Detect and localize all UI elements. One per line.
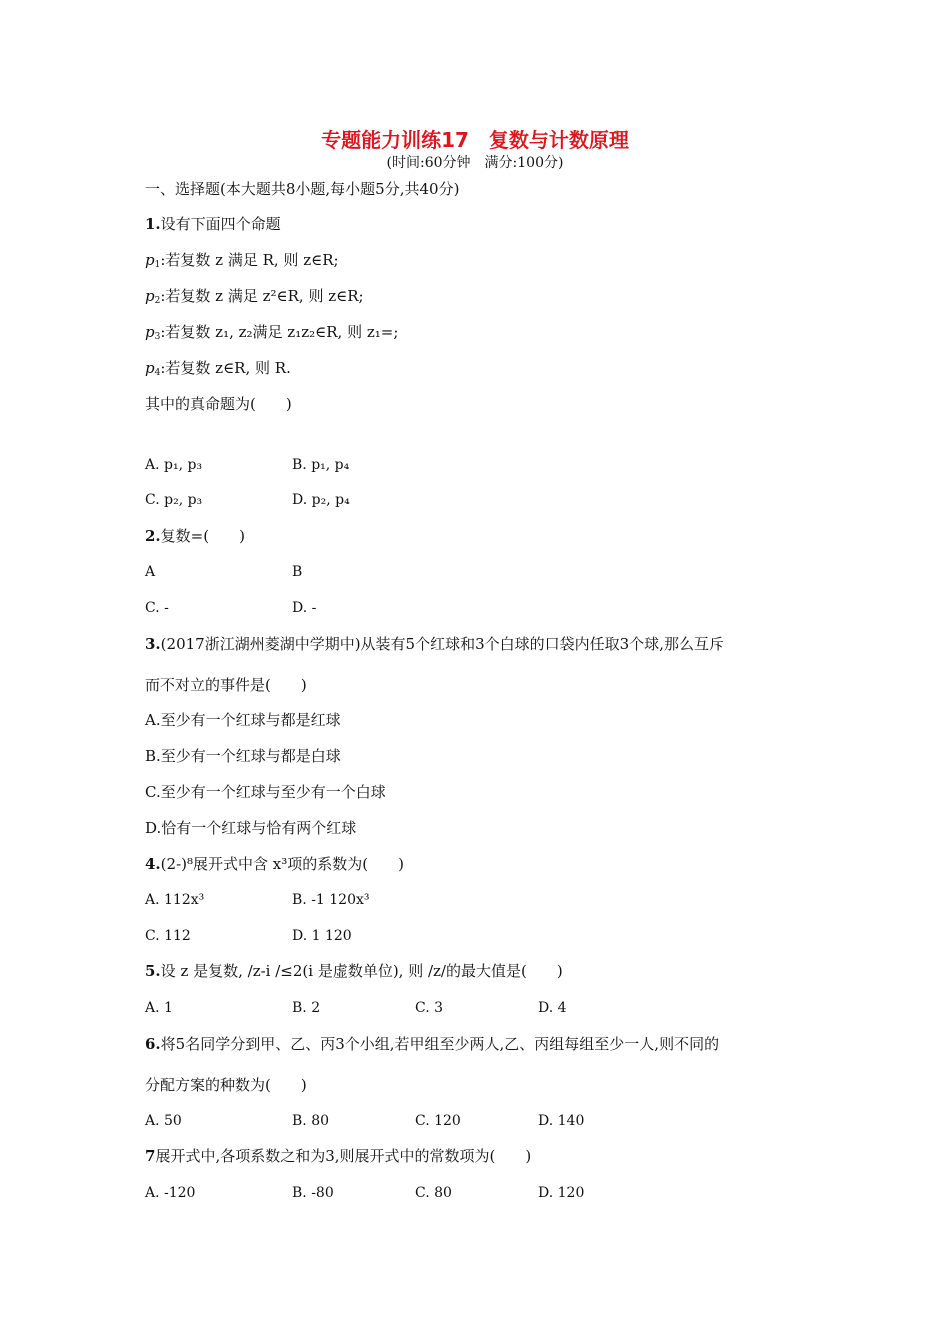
- option-a: A. -120: [145, 1185, 196, 1201]
- option-d: D. 4: [538, 1000, 567, 1016]
- option-b: B: [292, 564, 303, 580]
- question-number: 1.: [145, 215, 161, 233]
- question-number: 4.: [145, 855, 161, 873]
- option-b: B. 2: [292, 1000, 321, 1016]
- option-a: A. 50: [145, 1113, 182, 1129]
- option-c: C. 3: [415, 1000, 444, 1016]
- question-number: 5.: [145, 962, 161, 980]
- question-stem: 复数=( ): [160, 527, 245, 545]
- option-a: A. 112x³: [145, 892, 205, 908]
- option-c: C.至少有一个红球与至少有一个白球: [145, 783, 386, 801]
- option-a: A: [145, 564, 156, 580]
- section-heading: 一、选择题(本大题共8小题,每小题5分,共40分): [145, 180, 460, 198]
- option-b: B. 80: [292, 1113, 330, 1129]
- question-stem: 将5名同学分到甲、乙、丙3个小组,若甲组至少两人,乙、丙组每组至少一人,则不同的: [160, 1035, 720, 1053]
- option-d: D. 120: [538, 1185, 585, 1201]
- question-2: [145, 527, 245, 545]
- proposition-text: :若复数 z 满足 R, 则 z∈R;: [160, 251, 339, 269]
- option-a: A.至少有一个红球与都是红球: [145, 711, 341, 729]
- option-c: C. -: [145, 600, 169, 616]
- question-stem: 设 z 是复数, /z-i /≤2(i 是虚数单位), 则 /z/的最大值是( ): [160, 962, 563, 980]
- proposition-p1: $p_1$:若复数 z 满足 R, 则 z∈R;: [145, 251, 339, 270]
- option-d: D. 140: [538, 1113, 585, 1129]
- question-7: [145, 1147, 531, 1165]
- question-6: [145, 1035, 719, 1053]
- option-b: B. -1 120x³: [292, 892, 370, 908]
- question-4: [145, 855, 404, 873]
- option-b: B. -80: [292, 1185, 334, 1201]
- page-title: 专题能力训练17 复数与计数原理: [321, 128, 629, 152]
- proposition-text: :若复数 z₁, z₂满足 z₁z₂∈R, 则 z₁=;: [160, 323, 399, 341]
- option-a: A. 1: [145, 1000, 173, 1016]
- question-1: [145, 215, 281, 233]
- option-c: C. p₂, p₃: [145, 492, 203, 508]
- option-d: D.恰有一个红球与恰有两个红球: [145, 819, 357, 837]
- option-d: D. 1 120: [292, 928, 352, 944]
- option-c: C. 120: [415, 1113, 461, 1129]
- option-b: B.至少有一个红球与都是白球: [145, 747, 341, 765]
- question-number: 3.: [145, 635, 161, 653]
- option-a: A. p₁, p₃: [145, 457, 203, 473]
- question-5: [145, 962, 563, 980]
- question-3: [145, 635, 724, 653]
- question-stem: 设有下面四个命题: [160, 215, 281, 233]
- option-d: D. -: [292, 600, 317, 616]
- option-b: B. p₁, p₄: [292, 457, 350, 473]
- proposition-p3: $p_3$:若复数 z₁, z₂满足 z₁z₂∈R, 则 z₁=;: [145, 323, 399, 342]
- question-stem: (2017浙江湖州菱湖中学期中)从装有5个红球和3个白球的口袋内任取3个球,那么互斥: [160, 635, 724, 653]
- proposition-text: :若复数 z∈R, 则 R.: [160, 359, 291, 377]
- option-c: C. 112: [145, 928, 191, 944]
- question-number: 6.: [145, 1035, 161, 1053]
- question-stem-continued: 分配方案的种数为( ): [145, 1076, 307, 1094]
- proposition-p2: $p_2$:若复数 z 满足 z²∈R, 则 z∈R;: [145, 287, 364, 306]
- question-stem: 展开式中,各项系数之和为3,则展开式中的常数项为( ): [155, 1147, 532, 1165]
- option-c: C. 80: [415, 1185, 452, 1201]
- question-number: 2.: [145, 527, 161, 545]
- question-number: 7: [145, 1147, 156, 1165]
- question-stem: (2-)⁸展开式中含 x³项的系数为( ): [160, 855, 404, 873]
- option-d: D. p₂, p₄: [292, 492, 350, 508]
- proposition-text: :若复数 z 满足 z²∈R, 则 z∈R;: [160, 287, 364, 305]
- page-subtitle: (时间:60分钟 满分:100分): [386, 155, 564, 171]
- proposition-p4: $p_4$:若复数 z∈R, 则 R.: [145, 359, 291, 378]
- question-ask: 其中的真命题为( ): [145, 395, 292, 413]
- question-stem-continued: 而不对立的事件是( ): [145, 676, 307, 694]
